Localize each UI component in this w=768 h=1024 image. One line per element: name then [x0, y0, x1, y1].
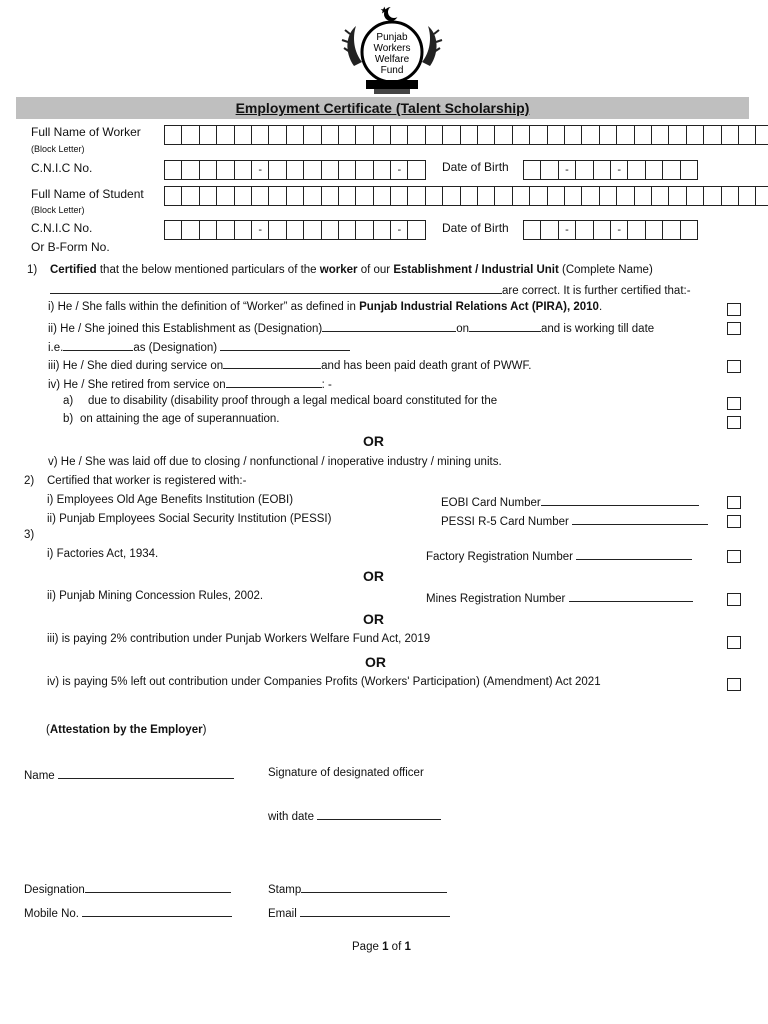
char-box[interactable] — [461, 125, 478, 145]
eobi-label: i) Employees Old Age Benefits Institution (EOBI) — [47, 494, 294, 506]
pwwf-contribution-label: iii) is paying 2% contribution under Punjab Workers Welfare Fund Act, 2019 — [47, 633, 431, 645]
char-box[interactable]: - — [611, 160, 628, 180]
checkbox-b[interactable] — [727, 416, 741, 429]
char-box[interactable] — [687, 125, 704, 145]
char-box[interactable] — [478, 186, 495, 206]
char-box[interactable] — [339, 220, 356, 240]
char-box[interactable] — [646, 160, 663, 180]
char-box[interactable] — [513, 186, 530, 206]
char-box[interactable] — [565, 125, 582, 145]
char-box[interactable] — [182, 220, 199, 240]
checkbox-pwwf[interactable] — [727, 636, 741, 649]
char-box[interactable] — [548, 125, 565, 145]
char-box[interactable] — [322, 160, 339, 180]
factory-reg-field[interactable]: Factory Registration Number — [426, 548, 692, 563]
item-iv: iv) He / She retired from service on : - — [48, 376, 332, 391]
char-box[interactable] — [594, 160, 611, 180]
item-ie: i.e. as (Designation) — [48, 339, 350, 354]
char-box[interactable] — [600, 186, 617, 206]
char-box[interactable] — [356, 220, 373, 240]
or-divider-1: OR — [363, 433, 384, 449]
char-box[interactable] — [756, 125, 768, 145]
char-box[interactable] — [165, 160, 182, 180]
char-box[interactable] — [339, 125, 356, 145]
char-box[interactable] — [391, 186, 408, 206]
item-b-number: b) — [63, 413, 74, 425]
char-box[interactable] — [669, 186, 686, 206]
char-box[interactable] — [165, 220, 182, 240]
checkbox-ii[interactable] — [727, 322, 741, 335]
char-box[interactable] — [663, 160, 680, 180]
char-box[interactable]: - — [252, 220, 269, 240]
char-box[interactable] — [200, 125, 217, 145]
student-cnic-label: C.N.I.C No. — [31, 221, 93, 235]
designation-field[interactable]: Designation — [24, 881, 231, 896]
student-name-label: Full Name of Student — [31, 187, 144, 201]
char-box[interactable] — [356, 186, 373, 206]
char-box[interactable] — [200, 186, 217, 206]
char-box[interactable] — [617, 186, 634, 206]
char-box[interactable] — [182, 125, 199, 145]
char-box[interactable] — [681, 220, 698, 240]
block-letter-note: (Block Letter) — [31, 144, 85, 154]
char-box[interactable] — [182, 186, 199, 206]
char-box[interactable] — [165, 125, 182, 145]
char-box[interactable] — [600, 125, 617, 145]
char-box[interactable] — [582, 186, 599, 206]
char-box[interactable] — [524, 220, 541, 240]
checkbox-companies[interactable] — [727, 678, 741, 691]
char-box[interactable] — [356, 160, 373, 180]
char-box[interactable] — [374, 220, 391, 240]
char-box[interactable] — [513, 125, 530, 145]
worker-dob-label: Date of Birth — [442, 160, 509, 174]
char-box[interactable] — [287, 125, 304, 145]
char-box[interactable] — [443, 186, 460, 206]
char-box[interactable] — [669, 125, 686, 145]
email-field[interactable]: Email — [268, 905, 450, 920]
char-box[interactable] — [200, 160, 217, 180]
checkbox-pessi[interactable] — [727, 515, 741, 528]
item-a-text: due to disability (disability proof through a legal medical board constituted for the — [88, 395, 498, 407]
char-box[interactable] — [739, 125, 756, 145]
char-box[interactable] — [269, 160, 286, 180]
worker-name-boxes[interactable] — [164, 125, 768, 145]
or-divider-4: OR — [365, 654, 386, 670]
char-box[interactable] — [235, 125, 252, 145]
logo-text-3: Welfare — [374, 54, 410, 65]
char-box[interactable] — [235, 160, 252, 180]
char-box[interactable] — [408, 220, 425, 240]
item-i: i) He / She falls within the definition of “Worker” as defined in Punjab Industrial Relations Act (PIRA), 2010. — [48, 301, 603, 313]
mining-rules-label: ii) Punjab Mining Concession Rules, 2002. — [47, 590, 264, 602]
char-box[interactable] — [235, 186, 252, 206]
char-box[interactable] — [495, 125, 512, 145]
char-box[interactable] — [322, 220, 339, 240]
char-box[interactable] — [391, 125, 408, 145]
char-box[interactable] — [374, 160, 391, 180]
char-box[interactable] — [635, 125, 652, 145]
char-box[interactable] — [339, 186, 356, 206]
char-box[interactable] — [408, 125, 425, 145]
char-box[interactable] — [374, 186, 391, 206]
pwwf-logo — [340, 4, 444, 98]
char-box[interactable]: - — [559, 220, 576, 240]
student-name-boxes[interactable] — [164, 186, 768, 206]
char-box[interactable] — [182, 160, 199, 180]
char-box[interactable] — [322, 186, 339, 206]
student-dob-label: Date of Birth — [442, 221, 509, 235]
student-dob-boxes[interactable] — [523, 220, 698, 240]
char-box[interactable] — [722, 186, 739, 206]
char-box[interactable] — [339, 160, 356, 180]
stamp-field[interactable]: Stamp — [268, 881, 447, 896]
char-box[interactable] — [530, 125, 547, 145]
char-box[interactable] — [269, 186, 286, 206]
char-box[interactable] — [304, 125, 321, 145]
char-box[interactable] — [628, 220, 645, 240]
char-box[interactable] — [681, 160, 698, 180]
factories-act-label: i) Factories Act, 1934. — [47, 548, 159, 560]
char-box[interactable]: - — [611, 220, 628, 240]
char-box[interactable] — [217, 186, 234, 206]
char-box[interactable] — [443, 125, 460, 145]
checkbox-mining[interactable] — [727, 593, 741, 606]
char-box[interactable] — [576, 160, 593, 180]
employer-name-field[interactable]: Name — [24, 767, 234, 782]
companies-profits-label: iv) is paying 5% left out contribution under Companies Profits (Workers' Participation) (Amendment) Act 2021 — [47, 676, 601, 688]
pessi-card-field[interactable]: PESSI R-5 Card Number — [441, 513, 708, 528]
char-box[interactable] — [287, 220, 304, 240]
char-box[interactable] — [408, 186, 425, 206]
char-box[interactable] — [374, 125, 391, 145]
char-box[interactable] — [541, 160, 558, 180]
char-box[interactable] — [756, 186, 768, 206]
char-box[interactable] — [304, 160, 321, 180]
char-box[interactable] — [426, 125, 443, 145]
worker-cnic-boxes[interactable] — [164, 160, 426, 180]
char-box[interactable] — [269, 220, 286, 240]
char-box[interactable] — [165, 186, 182, 206]
char-box[interactable] — [576, 220, 593, 240]
section-1-number: 1) — [27, 264, 38, 276]
attestation-heading: (Attestation by the Employer) — [46, 724, 207, 736]
char-box[interactable] — [739, 186, 756, 206]
char-box[interactable] — [495, 186, 512, 206]
mobile-field[interactable]: Mobile No. — [24, 905, 232, 920]
char-box[interactable] — [252, 186, 269, 206]
item-b-text: on attaining the age of superannuation. — [80, 413, 280, 425]
char-box[interactable] — [617, 125, 634, 145]
mines-reg-field[interactable]: Mines Registration Number — [426, 590, 693, 605]
char-box[interactable] — [628, 160, 645, 180]
worker-name-label: Full Name of Worker — [31, 125, 141, 139]
char-box[interactable] — [269, 125, 286, 145]
block-letter-note-2: (Block Letter) — [31, 205, 85, 215]
item-a-number: a) — [63, 395, 74, 407]
char-box[interactable] — [652, 125, 669, 145]
char-box[interactable] — [652, 186, 669, 206]
char-box[interactable]: - — [391, 160, 408, 180]
char-box[interactable] — [287, 186, 304, 206]
char-box[interactable] — [217, 160, 234, 180]
logo-text-2: Workers — [373, 43, 411, 54]
checkbox-eobi[interactable] — [727, 496, 741, 509]
checkbox-a[interactable] — [727, 397, 741, 410]
section-3-number: 3) — [24, 529, 35, 541]
logo-text-4: Fund — [380, 65, 404, 76]
char-box[interactable] — [594, 220, 611, 240]
char-box[interactable] — [461, 186, 478, 206]
student-cnic-boxes[interactable] — [164, 220, 426, 240]
char-box[interactable] — [646, 220, 663, 240]
char-box[interactable] — [687, 186, 704, 206]
char-box[interactable] — [287, 160, 304, 180]
signature-date-field[interactable]: with date — [268, 808, 441, 823]
or-divider-2: OR — [363, 568, 384, 584]
char-box[interactable]: - — [559, 160, 576, 180]
char-box[interactable] — [530, 186, 547, 206]
form-title: Employment Certificate (Talent Scholarship) — [16, 97, 749, 119]
or-divider-3: OR — [363, 611, 384, 627]
logo-text-1: Punjab — [376, 32, 408, 43]
char-box[interactable] — [408, 160, 425, 180]
char-box[interactable] — [524, 160, 541, 180]
char-box[interactable] — [235, 220, 252, 240]
item-iii: iii) He / She died during service on and has been paid death grant of PWWF. — [48, 357, 531, 372]
char-box[interactable] — [356, 125, 373, 145]
char-box[interactable] — [252, 125, 269, 145]
section-2-number: 2) — [24, 475, 35, 487]
pessi-label: ii) Punjab Employees Social Security Institution (PESSI) — [47, 513, 332, 525]
char-box[interactable] — [478, 125, 495, 145]
checkbox-i[interactable] — [727, 303, 741, 316]
section-1-intro: Certified that the below mentioned particulars of the worker of our Establishment / Industrial Unit (Complete Name) — [50, 264, 653, 276]
char-box[interactable] — [704, 186, 721, 206]
section-2-text: Certified that worker is registered with:- — [47, 475, 247, 487]
char-box[interactable] — [548, 186, 565, 206]
char-box[interactable] — [582, 125, 599, 145]
char-box[interactable] — [217, 125, 234, 145]
item-ii: ii) He / She joined this Establishment as (Designation) on and is working till date — [48, 320, 654, 335]
eobi-card-field[interactable]: EOBI Card Number — [441, 494, 699, 509]
worker-dob-boxes[interactable] — [523, 160, 698, 180]
establishment-name-line[interactable]: are correct. It is further certified that:- — [50, 282, 691, 297]
signature-label: Signature of designated officer — [268, 767, 424, 779]
char-box[interactable] — [541, 220, 558, 240]
page-footer: Page 1 of 1 — [352, 941, 411, 953]
char-box[interactable] — [322, 125, 339, 145]
char-box[interactable] — [722, 125, 739, 145]
char-box[interactable] — [635, 186, 652, 206]
char-box[interactable] — [663, 220, 680, 240]
char-box[interactable]: - — [252, 160, 269, 180]
checkbox-factories[interactable] — [727, 550, 741, 563]
worker-cnic-label: C.N.I.C No. — [31, 161, 93, 175]
checkbox-iii[interactable] — [727, 360, 741, 373]
char-box[interactable] — [200, 220, 217, 240]
char-box[interactable] — [426, 186, 443, 206]
item-v: v) He / She was laid off due to closing / nonfunctional / inoperative industry / mining units. — [48, 456, 502, 468]
char-box[interactable] — [565, 186, 582, 206]
char-box[interactable]: - — [391, 220, 408, 240]
char-box[interactable] — [304, 186, 321, 206]
bform-label: Or B-Form No. — [31, 240, 110, 254]
char-box[interactable] — [704, 125, 721, 145]
char-box[interactable] — [217, 220, 234, 240]
char-box[interactable] — [304, 220, 321, 240]
